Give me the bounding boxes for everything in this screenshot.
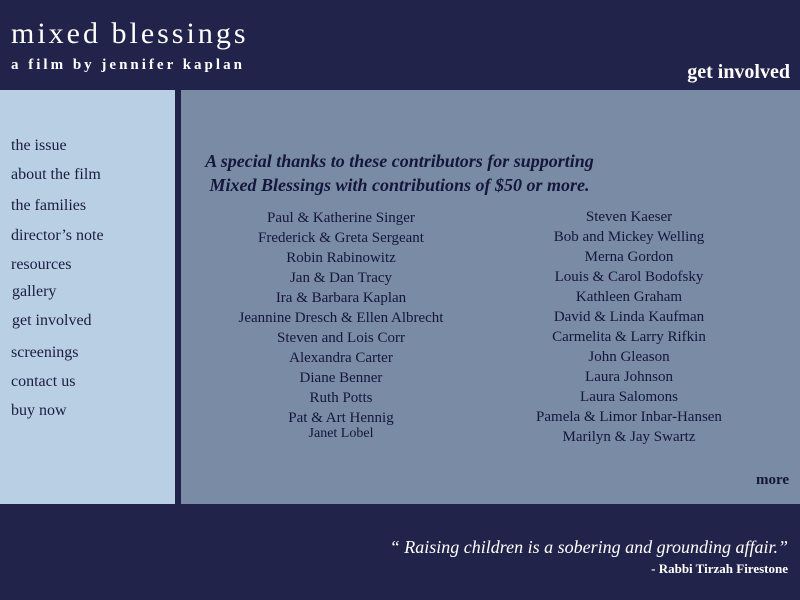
quote-attribution: - Rabbi Tirzah Firestone (651, 561, 788, 576)
contributor-name: Ruth Potts (309, 390, 373, 406)
nav-item-the-issue[interactable]: the issue (11, 137, 67, 154)
site-title: mixed blessings (11, 17, 249, 50)
page-title: get involved (687, 61, 790, 83)
nav-item-resources[interactable]: resources (11, 256, 72, 273)
nav-item-about-the-film[interactable]: about the film (11, 166, 101, 183)
contributor-name: Laura Johnson (585, 369, 673, 385)
contributors-left (211, 208, 471, 444)
contributor-name: Diane Benner (299, 370, 383, 386)
contributor-name: Paul & Katherine Singer (267, 210, 415, 226)
nav-item-the-families[interactable]: the families (11, 197, 87, 214)
contributor-name: Robin Rabinowitz (286, 250, 396, 266)
contributor-name: Carmelita & Larry Rifkin (552, 329, 706, 345)
contributor-name: Kathleen Graham (575, 289, 683, 305)
footer-quote: “ Raising children is a sobering and grounding affair.” (389, 537, 788, 557)
site-header (0, 0, 800, 90)
site-subtitle: a film by jennifer kaplan (11, 57, 245, 73)
nav-item-buy-now[interactable]: buy now (11, 402, 67, 419)
nav-item-gallery[interactable]: gallery (12, 283, 57, 300)
contributor-name: Steven and Lois Corr (277, 330, 405, 346)
contributor-name: Jan & Dan Tracy (289, 270, 393, 286)
contributor-name: Steven Kaeser (585, 209, 673, 225)
contributor-name: John Gleason (588, 349, 670, 365)
thanks-line-1: A special thanks to these contributors for supporting (205, 151, 594, 171)
contributor-name: Pat & Art Hennig (288, 410, 394, 426)
contributor-name: Merna Gordon (584, 249, 674, 265)
nav-item-directors-note[interactable]: director’s note (11, 227, 104, 244)
contributors-right (499, 207, 759, 447)
contributor-name: Louis & Carol Bodofsky (554, 269, 704, 285)
nav-item-screenings[interactable]: screenings (11, 344, 79, 361)
contributor-name: Pamela & Limor Inbar-Hansen (536, 409, 722, 425)
contributor-name: David & Linda Kaufman (553, 309, 705, 325)
site-footer (0, 504, 800, 600)
contributor-name: Alexandra Carter (289, 350, 393, 366)
contributor-name: Ira & Barbara Kaplan (275, 290, 407, 306)
contributor-name: Bob and Mickey Welling (553, 229, 705, 245)
contributor-name: Marilyn & Jay Swartz (562, 429, 696, 445)
contributor-name: Laura Salomons (580, 389, 678, 405)
nav-item-get-involved[interactable]: get involved (12, 312, 92, 329)
contributor-name: Janet Lobel (308, 426, 374, 441)
thanks-line-2: Mixed Blessings with contributions of $50 or more. (209, 175, 590, 195)
contributor-name: Jeannine Dresch & Ellen Albrecht (238, 310, 444, 326)
contributor-name: Frederick & Greta Sergeant (258, 230, 424, 246)
nav-item-contact-us[interactable]: contact us (11, 373, 76, 390)
more-link[interactable]: more (755, 472, 789, 488)
